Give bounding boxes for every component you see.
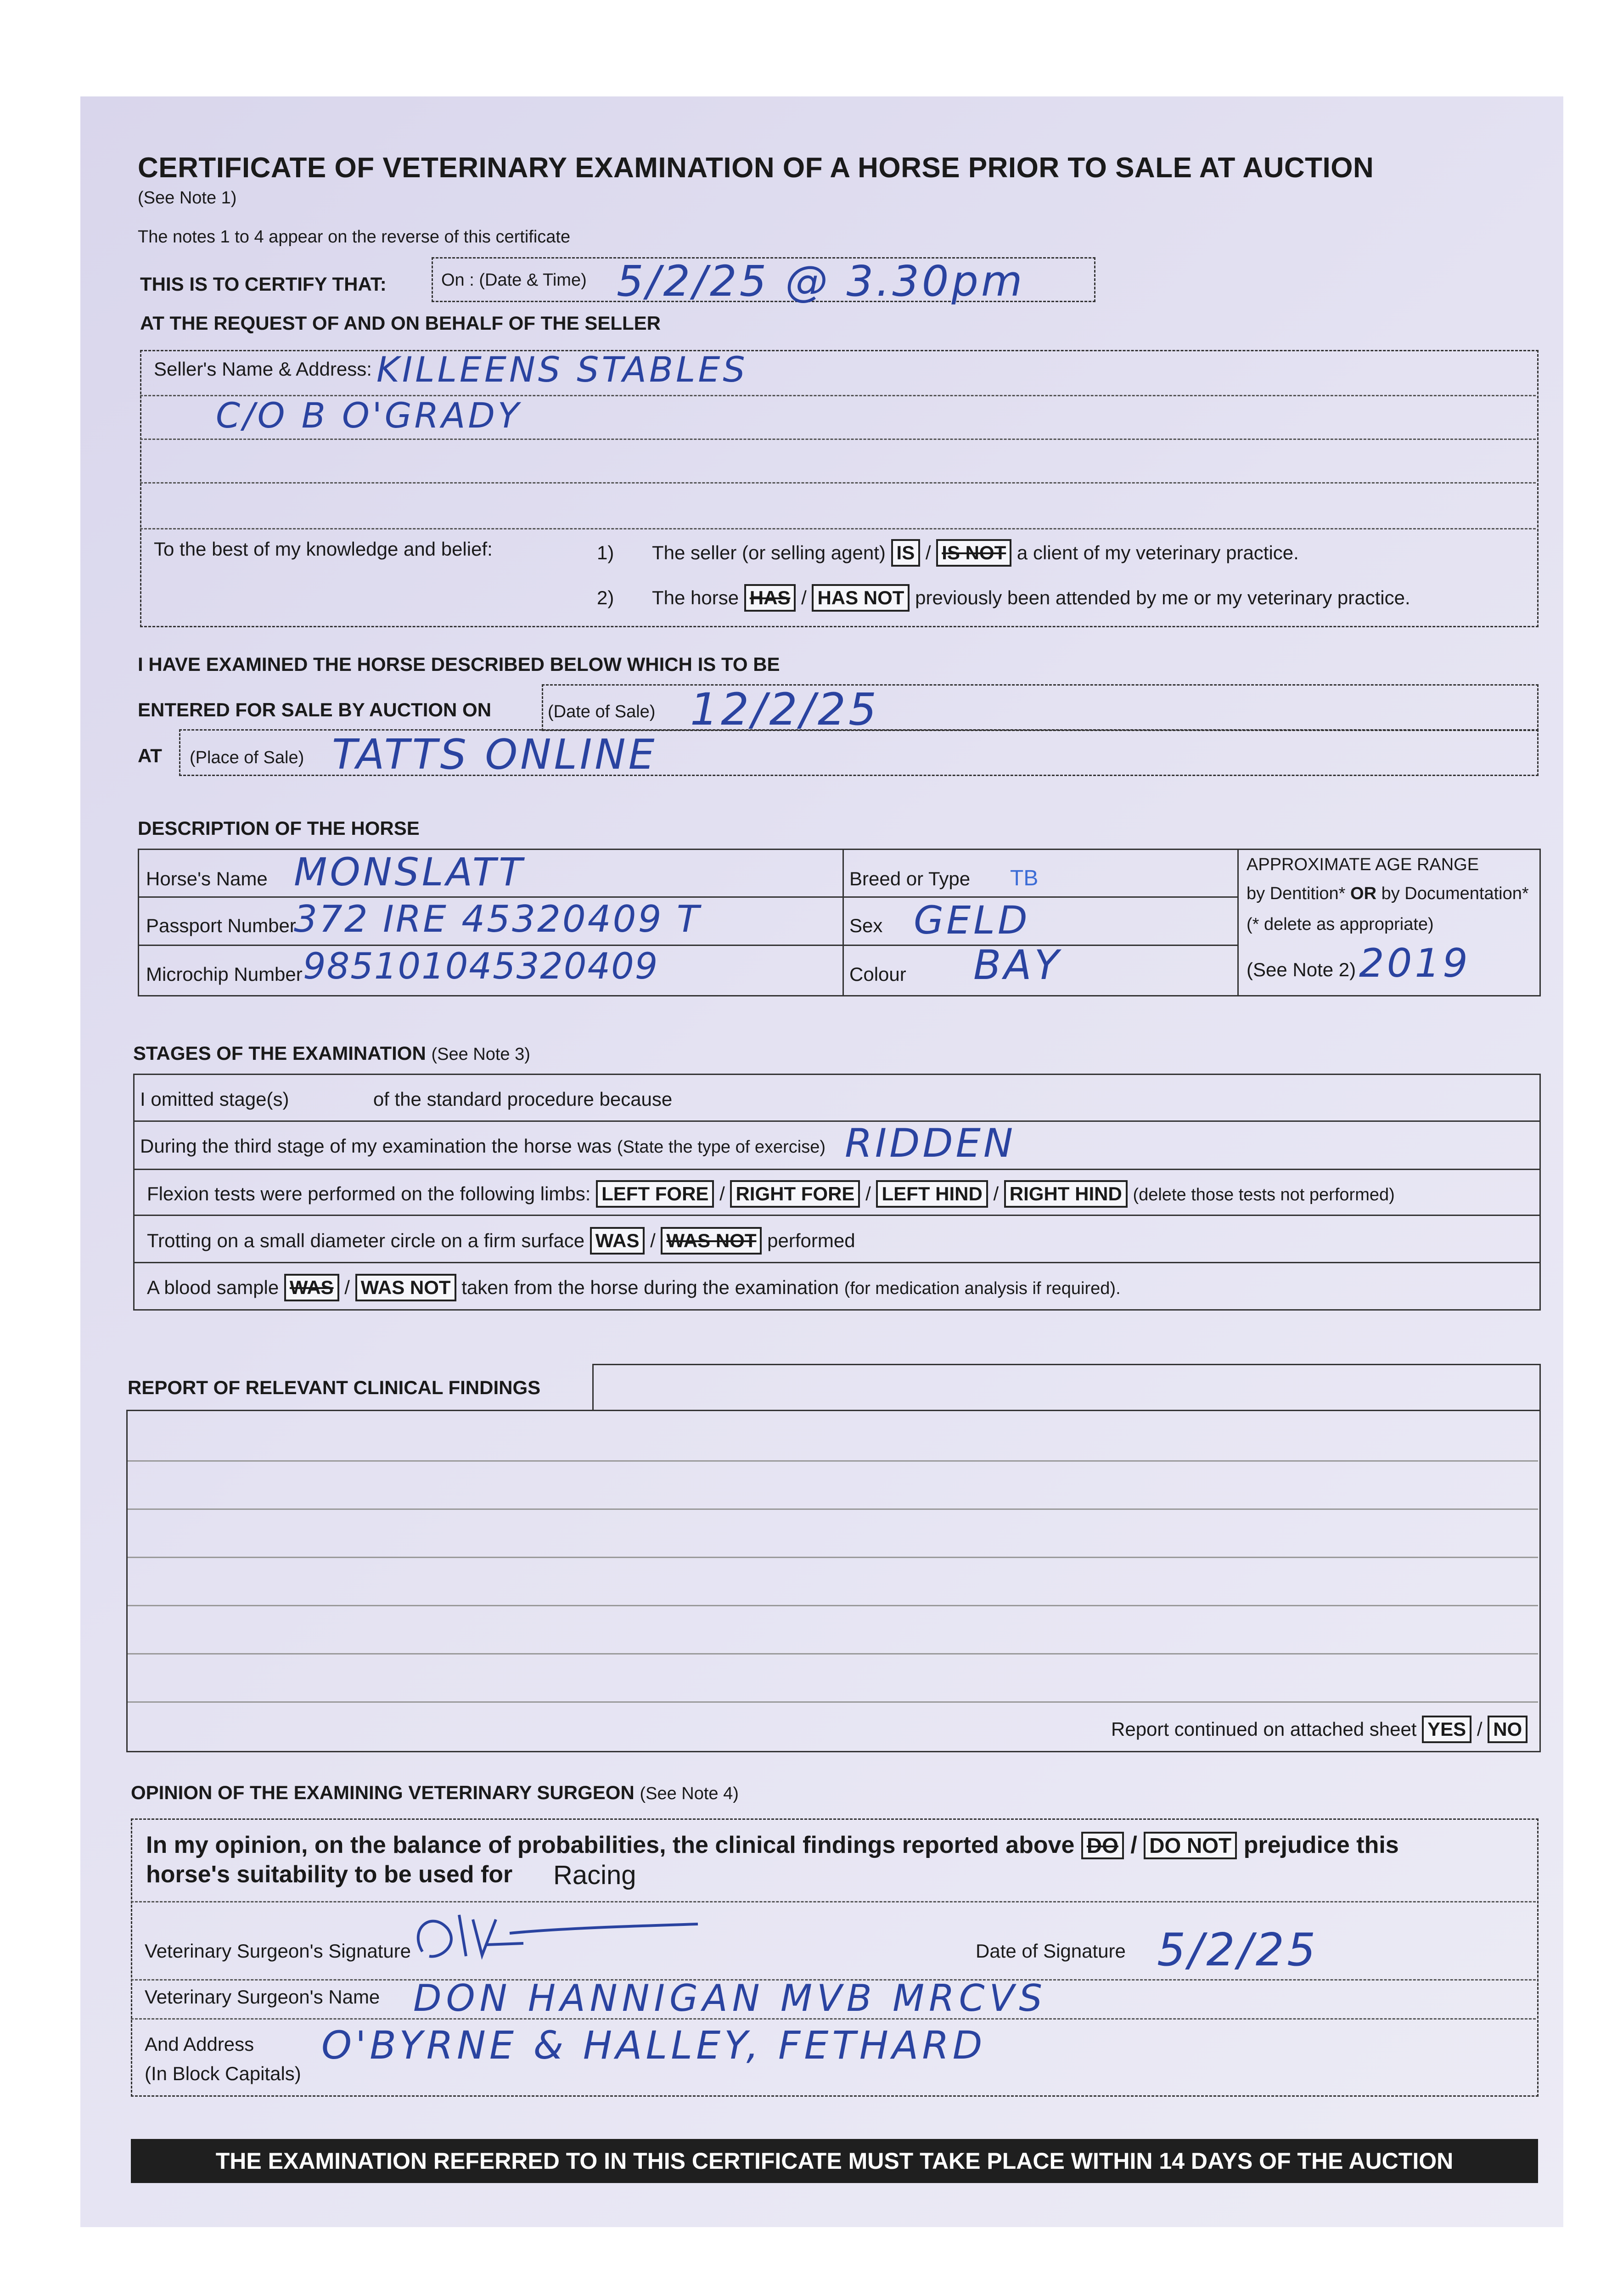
- entered-line: ENTERED FOR SALE BY AUCTION ON: [138, 699, 492, 720]
- stages-heading: [133, 1042, 530, 1064]
- horse-name-value[interactable]: MONSLATT: [294, 850, 525, 895]
- do-not-option[interactable]: DO NOT: [1144, 1832, 1237, 1859]
- request-line: AT THE REQUEST OF AND ON BEHALF OF THE SELLER: [140, 312, 661, 334]
- sale-place-field[interactable]: [179, 729, 1539, 779]
- item-2-suffix: previously been attended by me or my veterinary practice.: [915, 587, 1410, 608]
- third-stage-note: (State the type of exercise): [617, 1137, 826, 1157]
- report-continued-label: Report continued on attached sheet: [1111, 1718, 1417, 1740]
- date-signature-label: Date of Signature: [976, 1940, 1126, 1962]
- opinion-text-line-2: horse's suitability to be used for: [146, 1861, 513, 1888]
- left-hind-option[interactable]: LEFT HIND: [876, 1180, 988, 1208]
- see-note-1: (See Note 1): [138, 188, 237, 208]
- age-delete-note: (* delete as appropriate): [1247, 915, 1434, 934]
- slash: /: [344, 1277, 350, 1298]
- age-heading: APPROXIMATE AGE RANGE: [1247, 855, 1479, 874]
- third-stage-label: During the third stage of my examination the horse was: [140, 1135, 612, 1157]
- slash: /: [650, 1230, 656, 1251]
- omitted-row: [140, 1087, 672, 1111]
- age-value[interactable]: 2019: [1359, 940, 1471, 986]
- blood-was-option[interactable]: WAS: [284, 1274, 339, 1301]
- sex-value[interactable]: GELD: [914, 898, 1030, 943]
- date-signature-value[interactable]: 5/2/25: [1157, 1924, 1319, 1976]
- slash: /: [719, 1183, 725, 1204]
- age-by-line: [1247, 884, 1529, 904]
- opinion-text-b: prejudice this: [1243, 1832, 1399, 1858]
- sale-place-value: TATTS ONLINE: [332, 731, 657, 779]
- trotting-suffix: performed: [767, 1230, 855, 1251]
- examined-line: I HAVE EXAMINED THE HORSE DESCRIBED BELOW WHICH IS TO BE: [138, 653, 780, 675]
- flexion-note: (delete those tests not performed): [1133, 1185, 1395, 1204]
- sex-label: Sex: [849, 915, 883, 936]
- sale-place-label: (Place of Sale): [190, 748, 304, 767]
- third-stage-row: [140, 1134, 826, 1159]
- microchip-value[interactable]: 985101045320409: [303, 946, 659, 987]
- purpose-value[interactable]: Racing: [553, 1860, 636, 1890]
- stages-title: STAGES OF THE EXAMINATION: [133, 1042, 426, 1064]
- vet-name-label: Veterinary Surgeon's Name: [145, 1986, 380, 2008]
- sale-date-label: (Date of Sale): [548, 702, 656, 721]
- slash: /: [1130, 1832, 1137, 1858]
- breed-label: Breed or Type: [849, 868, 971, 889]
- footer-banner: THE EXAMINATION REFERRED TO IN THIS CERTIFICATE MUST TAKE PLACE WITHIN 14 DAYS OF THE AUCTION: [131, 2139, 1538, 2183]
- slash: /: [865, 1183, 871, 1204]
- age-note: (See Note 2): [1247, 959, 1356, 980]
- address-value[interactable]: O'BYRNE & HALLEY, FETHARD: [321, 2023, 986, 2068]
- item-1-text: The seller (or selling agent): [651, 542, 886, 563]
- opinion-text-a: In my opinion, on the balance of probabilities, the clinical findings reported above: [146, 1832, 1075, 1858]
- breed-value[interactable]: TB: [1010, 866, 1039, 890]
- blood-label: A blood sample: [147, 1277, 279, 1298]
- omitted-stage-label: I omitted stage(s): [140, 1088, 289, 1110]
- opinion-note: (See Note 4): [640, 1784, 739, 1803]
- trot-was-not-option[interactable]: WAS NOT: [661, 1227, 762, 1255]
- is-option[interactable]: IS: [891, 539, 921, 567]
- sale-date-value: 12/2/25: [690, 684, 880, 735]
- continued-yes-option[interactable]: YES: [1422, 1716, 1471, 1743]
- slash: /: [801, 587, 807, 608]
- certify-label: THIS IS TO CERTIFY THAT:: [140, 273, 387, 295]
- address-label-b: (In Block Capitals): [145, 2063, 301, 2084]
- vet-signature[interactable]: [404, 1901, 716, 1970]
- age-by-documentation[interactable]: by Documentation*: [1381, 884, 1529, 903]
- report-header-box: [592, 1364, 1541, 1411]
- colour-label: Colour: [849, 963, 906, 985]
- has-not-option[interactable]: HAS NOT: [812, 584, 910, 612]
- microchip-label: Microchip Number: [146, 963, 303, 985]
- blood-row: [147, 1274, 1121, 1301]
- passport-label: Passport Number: [146, 915, 296, 936]
- certificate-title: CERTIFICATE OF VETERINARY EXAMINATION OF A HORSE PRIOR TO SALE AT AUCTION: [138, 152, 1374, 184]
- seller-line-1[interactable]: KILLEENS STABLES: [376, 349, 748, 390]
- signature-label: Veterinary Surgeon's Signature: [145, 1940, 411, 1962]
- horse-name-label: Horse's Name: [146, 868, 268, 889]
- blood-was-not-option[interactable]: WAS NOT: [355, 1274, 456, 1301]
- seller-line-2[interactable]: C/O B O'GRADY: [216, 395, 522, 436]
- is-not-option[interactable]: IS NOT: [936, 539, 1011, 567]
- age-by-dentition[interactable]: by Dentition*: [1247, 884, 1346, 903]
- slash: /: [925, 542, 931, 563]
- opinion-title: OPINION OF THE EXAMINING VETERINARY SURGEON: [131, 1782, 635, 1803]
- date-time-field[interactable]: [432, 257, 1095, 306]
- passport-value[interactable]: 372 IRE 45320409 T: [294, 898, 701, 940]
- report-heading: REPORT OF RELEVANT CLINICAL FINDINGS: [128, 1377, 541, 1398]
- item-2-text: The horse: [651, 587, 739, 608]
- description-heading: DESCRIPTION OF THE HORSE: [138, 817, 420, 839]
- omitted-because-label: of the standard procedure because: [373, 1088, 673, 1110]
- has-option[interactable]: HAS: [744, 584, 796, 612]
- date-time-value: 5/2/25 @ 3.30pm: [617, 257, 1025, 306]
- colour-value[interactable]: BAY: [973, 941, 1062, 989]
- flexion-label: Flexion tests were performed on the following limbs:: [147, 1183, 591, 1204]
- belief-item-1: [597, 539, 1299, 567]
- slash: /: [1477, 1718, 1483, 1740]
- date-time-label: On : (Date & Time): [441, 270, 587, 290]
- right-hind-option[interactable]: RIGHT HIND: [1004, 1180, 1128, 1208]
- belief-label: To the best of my knowledge and belief:: [154, 538, 493, 560]
- trotting-row: [147, 1227, 855, 1255]
- left-fore-option[interactable]: LEFT FORE: [596, 1180, 714, 1208]
- item-1-number: 1): [597, 542, 614, 563]
- blood-note: (for medication analysis if required).: [844, 1279, 1121, 1298]
- flexion-row: [147, 1180, 1395, 1208]
- vet-name-value[interactable]: DON HANNIGAN MVB MRCVS: [413, 1977, 1047, 2020]
- notes-line: The notes 1 to 4 appear on the reverse of this certificate: [138, 227, 571, 247]
- right-fore-option[interactable]: RIGHT FORE: [730, 1180, 860, 1208]
- at-label: AT: [138, 745, 162, 766]
- trotting-label: Trotting on a small diameter circle on a firm surface: [147, 1230, 585, 1251]
- trot-was-option[interactable]: WAS: [590, 1227, 645, 1255]
- item-2-number: 2): [597, 587, 614, 608]
- slash: /: [993, 1183, 999, 1204]
- item-1-suffix: a client of my veterinary practice.: [1016, 542, 1299, 563]
- do-option[interactable]: DO: [1081, 1832, 1124, 1859]
- opinion-heading: [131, 1782, 739, 1804]
- opinion-text-line-1: [146, 1830, 1399, 1860]
- age-or: OR: [1350, 884, 1377, 903]
- sale-date-field[interactable]: [542, 684, 1539, 735]
- report-continued-row: [1111, 1716, 1528, 1743]
- exercise-value[interactable]: RIDDEN: [845, 1120, 1016, 1166]
- belief-item-2: [597, 584, 1410, 612]
- stages-note: (See Note 3): [431, 1045, 530, 1064]
- blood-suffix: taken from the horse during the examination: [461, 1277, 839, 1298]
- seller-label: Seller's Name & Address:: [154, 358, 372, 380]
- address-label-a: And Address: [145, 2033, 254, 2055]
- continued-no-option[interactable]: NO: [1488, 1716, 1528, 1743]
